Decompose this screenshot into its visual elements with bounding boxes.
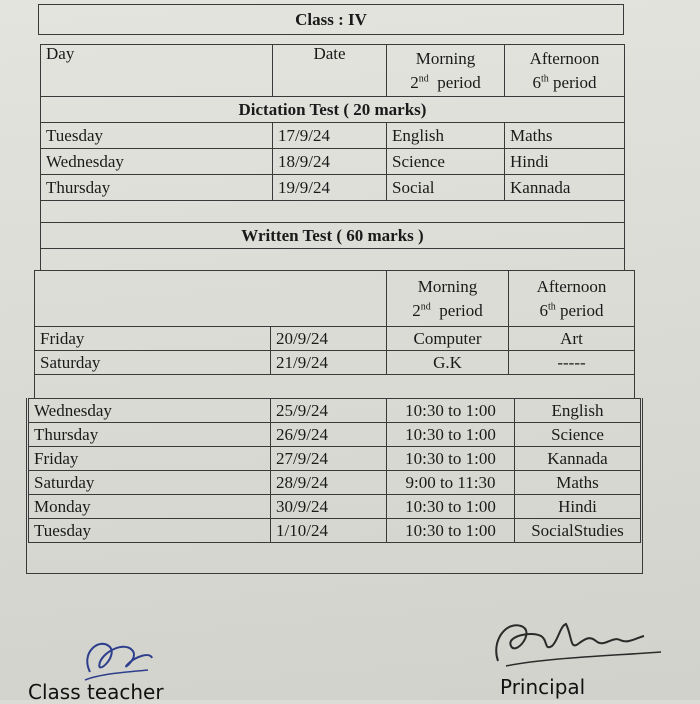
table-row: Monday 30/9/24 10:30 to 1:00 Hindi [29,495,641,519]
col-afternoon-header: Afternoon 6th period [505,45,625,97]
col-date-header: Date [273,45,387,97]
written-header-row [35,271,635,327]
class-teacher-label: Class teacher [28,680,164,704]
table-row: Saturday 21/9/24 G.K ----- [35,351,635,375]
table-row: Tuesday 17/9/24 English Maths [41,123,625,149]
table-row: Thursday 26/9/24 10:30 to 1:00 Science [29,423,641,447]
spacer-row [41,249,625,271]
class-title-table [38,4,624,35]
table-row: Friday 27/9/24 10:30 to 1:00 Kannada [29,447,641,471]
table-row: Tuesday 1/10/24 10:30 to 1:00 SocialStudies [29,519,641,543]
principal-label: Principal [500,675,586,699]
spacer-row [41,201,625,223]
col-afternoon-header: Afternoon 6th period [509,271,635,327]
table-row: Saturday 28/9/24 9:00 to 11:30 Maths [29,471,641,495]
exam-schedule-table [28,398,641,543]
dictation-test-title: Dictation Test ( 20 marks) [41,97,625,123]
dictation-test-table [40,44,625,271]
written-test-table [34,270,635,399]
table-row: Wednesday 18/9/24 Science Hindi [41,149,625,175]
written-test-title: Written Test ( 60 marks ) [41,223,625,249]
col-morning-header: Morning 2nd period [387,45,505,97]
col-day-header: Day [41,45,273,97]
table-row: Friday 20/9/24 Computer Art [35,327,635,351]
table-row: Wednesday 25/9/24 10:30 to 1:00 English [29,399,641,423]
dictation-header-row [41,45,625,97]
class-title: Class : IV [39,5,624,35]
col-morning-header: Morning 2nd period [387,271,509,327]
blank-header-cell [35,271,387,327]
spacer-row [35,375,635,399]
table-row: Thursday 19/9/24 Social Kannada [41,175,625,201]
principal-signature [486,606,666,676]
